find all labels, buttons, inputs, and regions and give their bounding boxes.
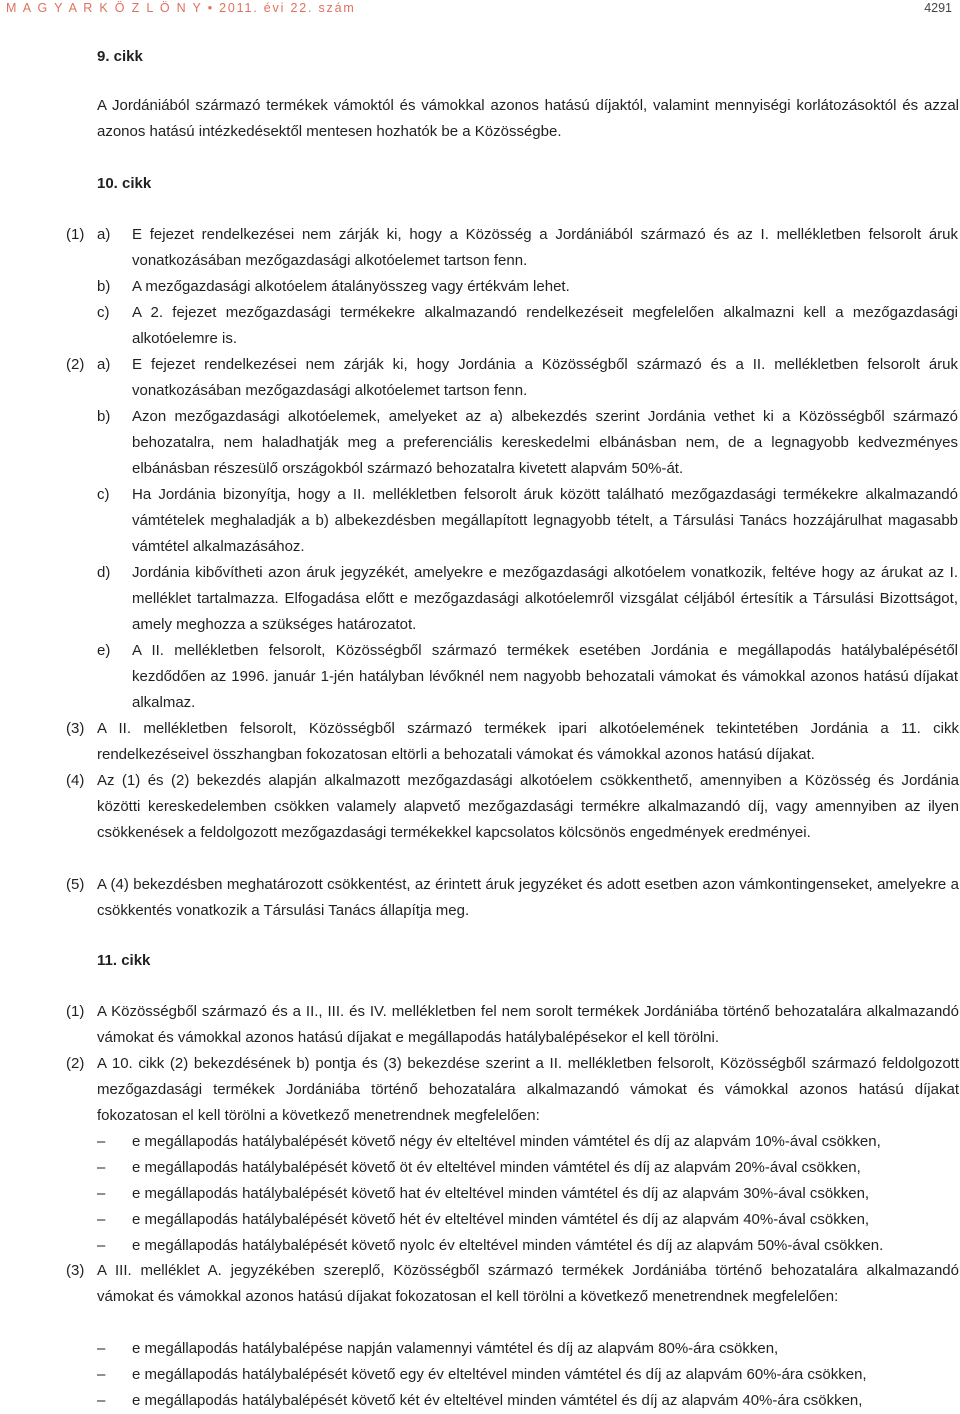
paragraph-number: (3): [66, 720, 85, 737]
article-11-heading: 11. cikk: [97, 952, 151, 969]
list-dash: –: [97, 1133, 106, 1150]
point-a-text: E fejezet rendelkezései nem zárják ki, hogy a Közösség a Jordániából származó és az I. mellékletben felsorolt áruk vonatkozásában mezőgazdasági alkotóelemet tartson fenn.: [132, 226, 958, 269]
list-dash: –: [97, 1392, 106, 1409]
paragraph-text: Az (1) és (2) bekezdés alapján alkalmazott mezőgazdasági alkotóelem csökkenthető, amennyiben a Közösség és Jordánia közötti kereskedelemben csökken valamely alapvető mezőgazdasági termékre alkalmazandó díj, vagy amennyiben az ilyen csökkenések a feldolgozott mezőgazdasági termékekkel kapcsolatos kölcsönös engedmények eredményei.: [97, 772, 959, 841]
list-item: e megállapodás hatálybalépése napján valamennyi vámtétel és díj az alapvám 80%-ára csökken,: [132, 1340, 779, 1357]
list-item: e megállapodás hatálybalépését követő öt év elteltével minden vámtétel és díj az alapvám 20%-ával csökken,: [132, 1159, 861, 1176]
list-dash: –: [97, 1340, 106, 1357]
paragraph-text: A 10. cikk (2) bekezdésének b) pontja és (3) bekezdése szerint a II. mellékletben felsorolt, Közösségből származó feldolgozott mezőgazdasági termékek Jordániába történő behozatalára alkalmazandó vámokat és vámokkal azonos hatású díjakat fokozatosan el kell törölni a következő menetrendnek megfelelően:: [97, 1055, 959, 1124]
point-label-a: a): [97, 356, 111, 373]
point-label-b: b): [97, 408, 111, 425]
paragraph-text: A (4) bekezdésben meghatározott csökkentést, az érintett áruk jegyzéket és adott esetben azon vámkontingenseket, amelyekre a csökkentés vonatkozik a Társulási Tanács állapítja meg.: [97, 876, 959, 919]
list-item: e megállapodás hatálybalépését követő négy év elteltével minden vámtétel és díj az alapvám 10%-ával csökken,: [132, 1133, 881, 1150]
publication-title: M A G Y A R K Ö Z L Ö N Y • 2011. évi 22. szám: [6, 1, 356, 15]
article-10-heading: 10. cikk: [97, 175, 152, 192]
paragraph-text: A Közösségből származó és a II., III. és IV. mellékletben fel nem sorolt termékek Jordániába történő behozatalára alkalmazandó vámokat és vámokkal azonos hatású díjakat e megállapodás hatálybalépésekor el kell törölni.: [97, 1003, 959, 1046]
point-label-c: c): [97, 486, 110, 503]
point-c-text: Ha Jordánia bizonyítja, hogy a II. mellékletben felsorolt áruk között található mezőgazdasági termékekre alkalmazandó vámtételek meghaladják a b) albekezdésben megállapított legnagyobb tételt, a Társulási Tanács hozzájárulhat magasabb vámtétel alkalmazásához.: [132, 486, 958, 555]
point-label-a: a): [97, 226, 111, 243]
page-header: [6, 0, 952, 20]
point-b-text: A mezőgazdasági alkotóelem átalányösszeg vagy értékvám lehet.: [132, 278, 570, 295]
list-item: e megállapodás hatálybalépését követő hat év elteltével minden vámtétel és díj az alapvám 30%-ával csökken,: [132, 1185, 870, 1202]
paragraph-number: (2): [66, 1055, 85, 1072]
paragraph-number: (4): [66, 772, 85, 789]
list-dash: –: [97, 1366, 106, 1383]
paragraph-text: A III. melléklet A. jegyzékében szereplő, Közösségből származó termékek Jordániába történő behozatalára alkalmazandó vámokat és vámokkal azonos hatású díjakat fokozatosan el kell törölni a következő menetrendnek megfelelően:: [97, 1262, 959, 1305]
point-d-text: Jordánia kibővítheti azon áruk jegyzékét, amelyekre e mezőgazdasági alkotóelem vonatkozik, feltéve hogy az árukat az I. melléklet tartalmazza. Elfogadása előtt e mezőgazdasági alkotóelemről vizsgálat céljából értesítik a Társulási Bizottságot, amely meghozza a szükséges határozatot.: [132, 564, 958, 633]
point-label-c: c): [97, 304, 110, 321]
article-9-text: A Jordániából származó termékek vámoktól és vámokkal azonos hatású díjaktól, valamint mennyiségi korlátozásoktól és azzal azonos hatású intézkedésektől mentesen hozhatók be a Közösségbe.: [97, 97, 959, 140]
list-dash: –: [97, 1185, 106, 1202]
paragraph-number: (5): [66, 876, 85, 893]
paragraph-number: (2): [66, 356, 85, 373]
paragraph-number: (1): [66, 1003, 85, 1020]
list-item: e megállapodás hatálybalépését követő egy év elteltével minden vámtétel és díj az alapvám 60%-ára csökken,: [132, 1366, 867, 1383]
list-item: e megállapodás hatálybalépését követő két év elteltével minden vámtétel és díj az alapvám 40%-ára csökken,: [132, 1392, 863, 1409]
list-dash: –: [97, 1237, 106, 1254]
point-a-text: E fejezet rendelkezései nem zárják ki, hogy Jordánia a Közösségből származó és a II. mellékletben felsorolt áruk vonatkozásában mezőgazdasági alkotóelemet tartson fenn.: [132, 356, 958, 399]
article-9-heading: 9. cikk: [97, 48, 143, 65]
list-dash: –: [97, 1211, 106, 1228]
list-dash: –: [97, 1159, 106, 1176]
paragraph-text: A II. mellékletben felsorolt, Közösségből származó termékek ipari alkotóelemének tekintetében Jordánia a 11. cikk rendelkezéseivel összhangban fokozatosan eltörli a behozatali vámokat és vámokkal azonos hatású díjakat.: [97, 720, 959, 763]
point-label-b: b): [97, 278, 111, 295]
point-c-text: A 2. fejezet mezőgazdasági termékekre alkalmazandó rendelkezéseit megfelelően alkalmazni kell a mezőgazdasági alkotóelemre is.: [132, 304, 958, 347]
point-label-e: e): [97, 642, 111, 659]
paragraph-number: (1): [66, 226, 85, 243]
point-e-text: A II. mellékletben felsorolt, Közösségből származó termékek esetében Jordánia e megállapodás hatálybalépésétől kezdődően az 1996. január 1-jén hatályban lévőknél nem nagyobb behozatali vámokat és vámokkal azonos hatású díjakat alkalmaz.: [132, 642, 958, 711]
paragraph-number: (3): [66, 1262, 85, 1279]
point-b-text: Azon mezőgazdasági alkotóelemek, amelyeket az a) albekezdés szerint Jordánia vethet ki a Közösségből származó behozatalra, nem haladhatják meg a preferenciális kereskedelmi elbánásban nem, de a legnagyobb kedvezményes elbánásban részesülő országokból származó behozatalra kivetett alapvám 50%-át.: [132, 408, 958, 477]
list-item: e megállapodás hatálybalépését követő nyolc év elteltével minden vámtétel és díj az alapvám 50%-ával csökken.: [132, 1237, 884, 1254]
point-label-d: d): [97, 564, 111, 581]
list-item: e megállapodás hatálybalépését követő hét év elteltével minden vámtétel és díj az alapvám 40%-ával csökken,: [132, 1211, 870, 1228]
page-number: 4291: [924, 1, 952, 15]
